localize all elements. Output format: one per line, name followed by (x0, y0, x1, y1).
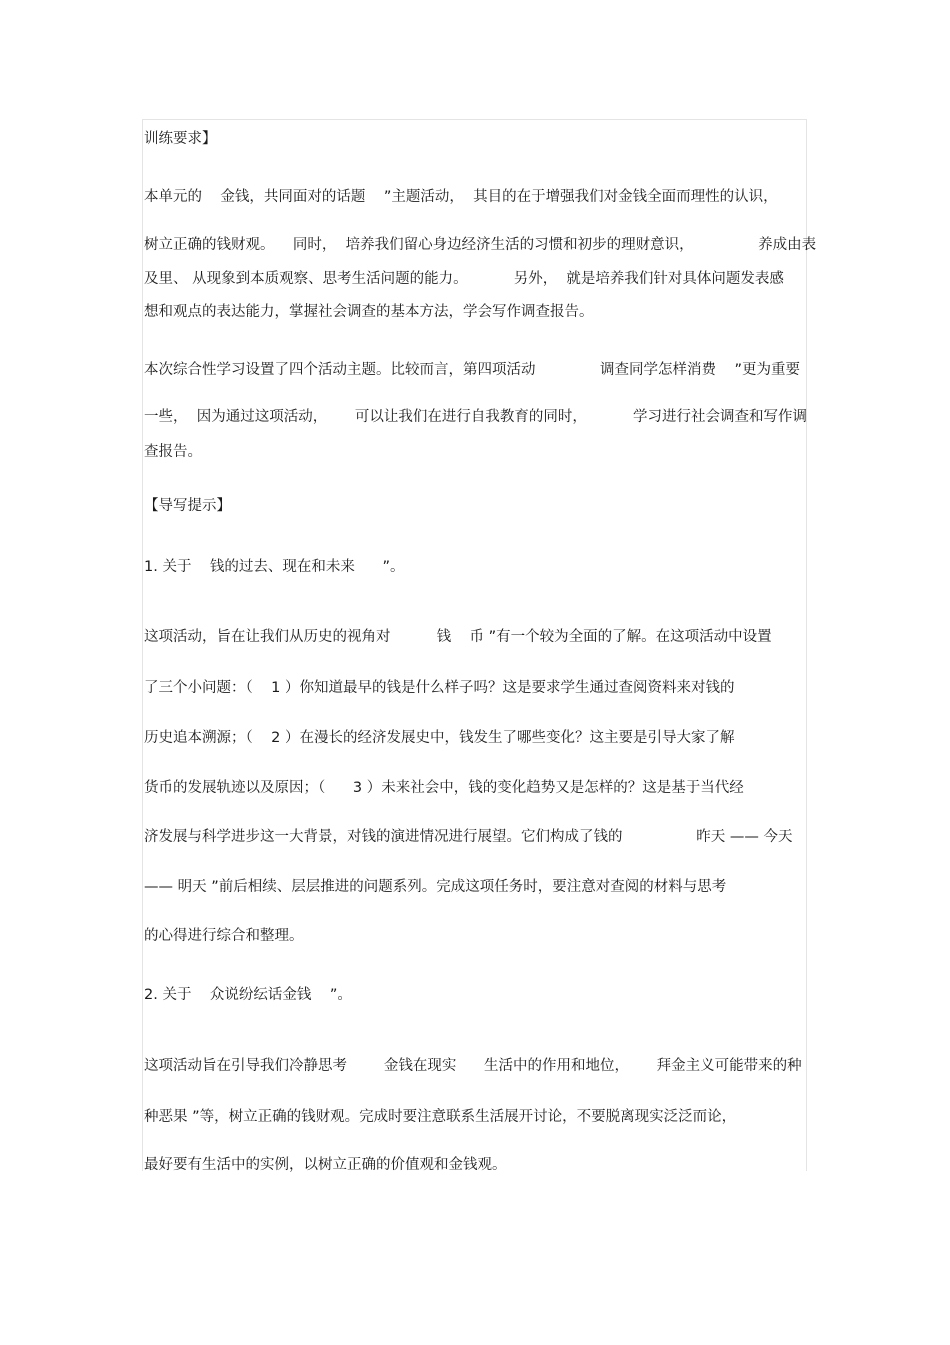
paragraph-line: 了三个小问题：（ 1 ）你知道最早的钱是什么样子吗？这是要求学生通过查阅资料来对钱的 (144, 680, 735, 696)
paragraph-line: 及里、 从现象到本质观察、思考生活问题的能力。 另外， 就是培养我们针对具体问题发表感 (144, 271, 784, 287)
paragraph-line: 查报告。 (144, 444, 202, 460)
paragraph-line: 的心得进行综合和整理。 (144, 928, 304, 944)
paragraph-line: 货币的发展轨迹以及原因；（ 3 ）未来社会中，钱的变化趋势又是怎样的？这是基于当代经 (144, 780, 744, 796)
section-heading-guide: 【导写提示】 (144, 498, 231, 514)
paragraph-line: 本次综合性学习设置了四个活动主题。比较而言，第四项活动 调查同学怎样消费 ”更为重要 (144, 362, 800, 378)
paragraph-line: —— 明天 ”前后相续、层层推进的问题系列。完成这项任务时，要注意对查阅的材料与思考 (144, 879, 727, 895)
paragraph-line: 种恶果 ”等，树立正确的钱财观。完成时要注意联系生活展开讨论，不要脱离现实泛泛而论， (144, 1109, 737, 1125)
paragraph-line: 这项活动，旨在让我们从历史的视角对 钱 币 ”有一个较为全面的了解。在这项活动中设置 (144, 629, 772, 645)
paragraph-line: 济发展与科学进步这一大背景，对钱的演进情况进行展望。它们构成了钱的 昨天 —— 今天 (144, 829, 793, 845)
paragraph-line: 本单元的 金钱，共同面对的话题 ”主题活动， 其目的在于增强我们对金钱全面而理性的认识， (144, 189, 778, 205)
paragraph-line: 这项活动旨在引导我们冷静思考 金钱在现实 生活中的作用和地位， 拜金主义可能带来的种 (144, 1058, 802, 1074)
section-heading-requirements: 训练要求】 (144, 131, 217, 147)
paragraph-line: 想和观点的表达能力，掌握社会调查的基本方法，学会写作调查报告。 (144, 304, 594, 320)
paragraph-line: 树立正确的钱财观。 同时， 培养我们留心身边经济生活的习惯和初步的理财意识， 养成由表 (144, 237, 817, 253)
subheading-2: 2. 关于 众说纷纭话金钱 ”。 (144, 987, 352, 1003)
paragraph-line: 一些， 因为通过这项活动， 可以让我们在进行自我教育的同时， 学习进行社会调查和写作调 (144, 409, 807, 425)
paragraph-line: 最好要有生活中的实例，以树立正确的价值观和金钱观。 (144, 1157, 507, 1173)
paragraph-line: 历史追本溯源；（ 2 ）在漫长的经济发展史中，钱发生了哪些变化？这主要是引导大家了解 (144, 730, 735, 746)
subheading-1: 1. 关于 钱的过去、现在和未来 ”。 (144, 559, 405, 575)
